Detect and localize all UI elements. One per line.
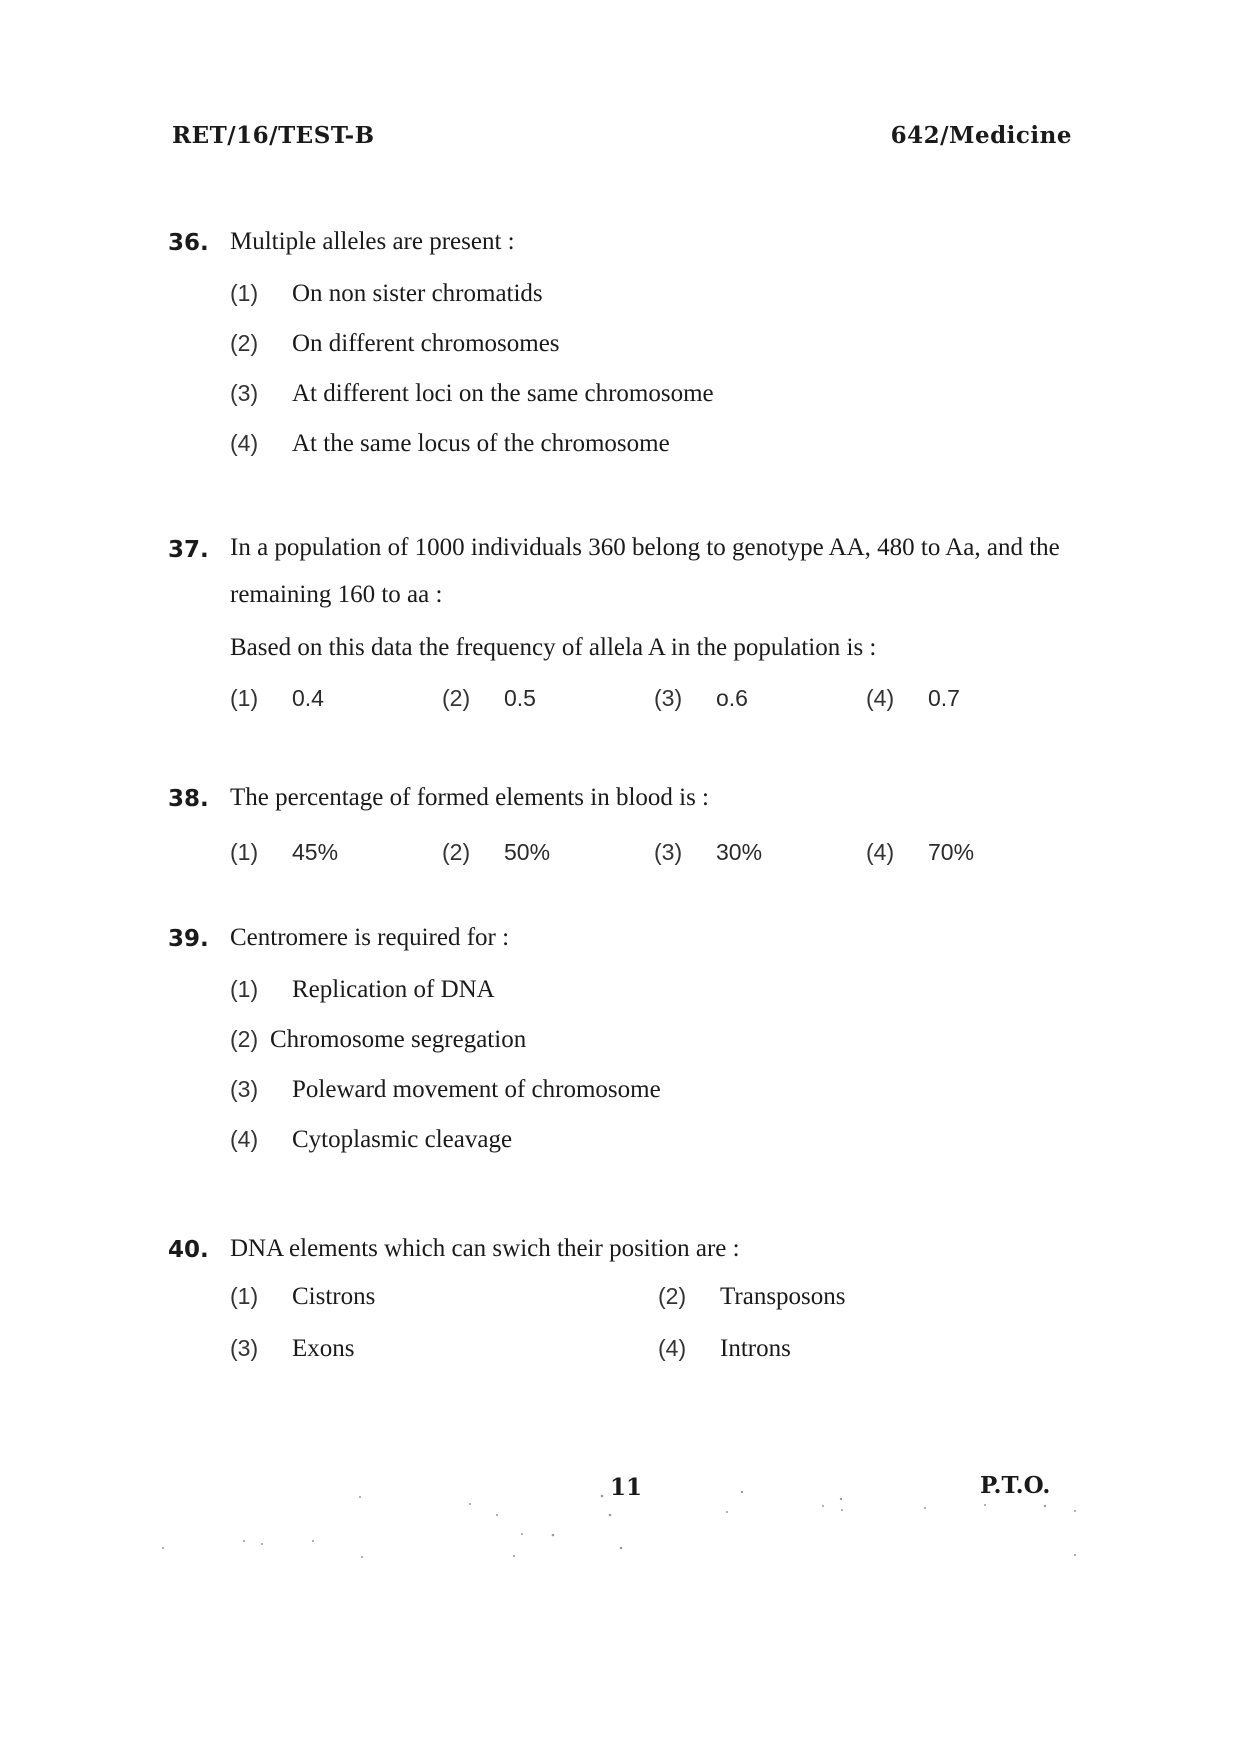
question-number: 38. (168, 786, 209, 812)
question-36 (168, 228, 1078, 469)
option-4: (4) Cytoplasmic cleavage (230, 1125, 513, 1153)
question-39 (168, 924, 1078, 1165)
question-text: In a population of 1000 individuals 360 belong to genotype AA, 480 to Aa, and the remaining 160 to aa : Based on this data the frequency of allela A in the population is : (230, 524, 1078, 671)
option-1: (1) 45% (230, 838, 339, 865)
option-3: (3) Poleward movement of chromosome (230, 1075, 661, 1103)
option-2: (2) On different chromosomes (230, 329, 560, 357)
option-3: (3) o.6 (654, 685, 748, 711)
option-1: (1) Replication of DNA (230, 975, 495, 1003)
option-1: (1) Cistrons (230, 1282, 376, 1310)
option-3: (3) 30% (654, 838, 763, 865)
option-1: (1) On non sister chromatids (230, 279, 543, 307)
question-number: 36. (168, 230, 209, 256)
option-2: (2) 50% (442, 838, 551, 865)
option-3: (3) Exons (230, 1334, 355, 1362)
option-4: (4) 0.7 (866, 685, 960, 711)
question-37 (168, 535, 1078, 712)
option-4: (4) 70% (866, 838, 975, 865)
option-2: (2) Transposons (658, 1282, 846, 1310)
question-text: Multiple alleles are present : (230, 228, 515, 255)
question-40 (168, 1235, 1078, 1368)
option-2: (2) Chromosome segregation (230, 1025, 527, 1053)
question-subtext: Based on this data the frequency of allela A in the population is : (230, 634, 877, 661)
option-4: (4) At the same locus of the chromosome (230, 429, 670, 457)
exam-code: RET/16/TEST-B (172, 122, 375, 149)
option-2: (2) 0.5 (442, 685, 536, 711)
option-4: (4) Introns (658, 1334, 791, 1362)
page-number: 11 (610, 1474, 643, 1501)
subject-code: 642/Medicine (890, 122, 1072, 149)
option-3: (3) At different loci on the same chromosome (230, 379, 714, 407)
question-text: Centromere is required for : (230, 924, 510, 951)
question-number: 40. (168, 1237, 209, 1263)
question-text: DNA elements which can swich their position are : (230, 1235, 740, 1262)
option-1: (1) 0.4 (230, 685, 324, 711)
pto-marker: P.T.O. (980, 1472, 1051, 1499)
question-text: The percentage of formed elements in blood is : (230, 784, 710, 811)
question-38 (168, 784, 1078, 866)
question-number: 37. (168, 537, 209, 563)
question-number: 39. (168, 926, 209, 952)
